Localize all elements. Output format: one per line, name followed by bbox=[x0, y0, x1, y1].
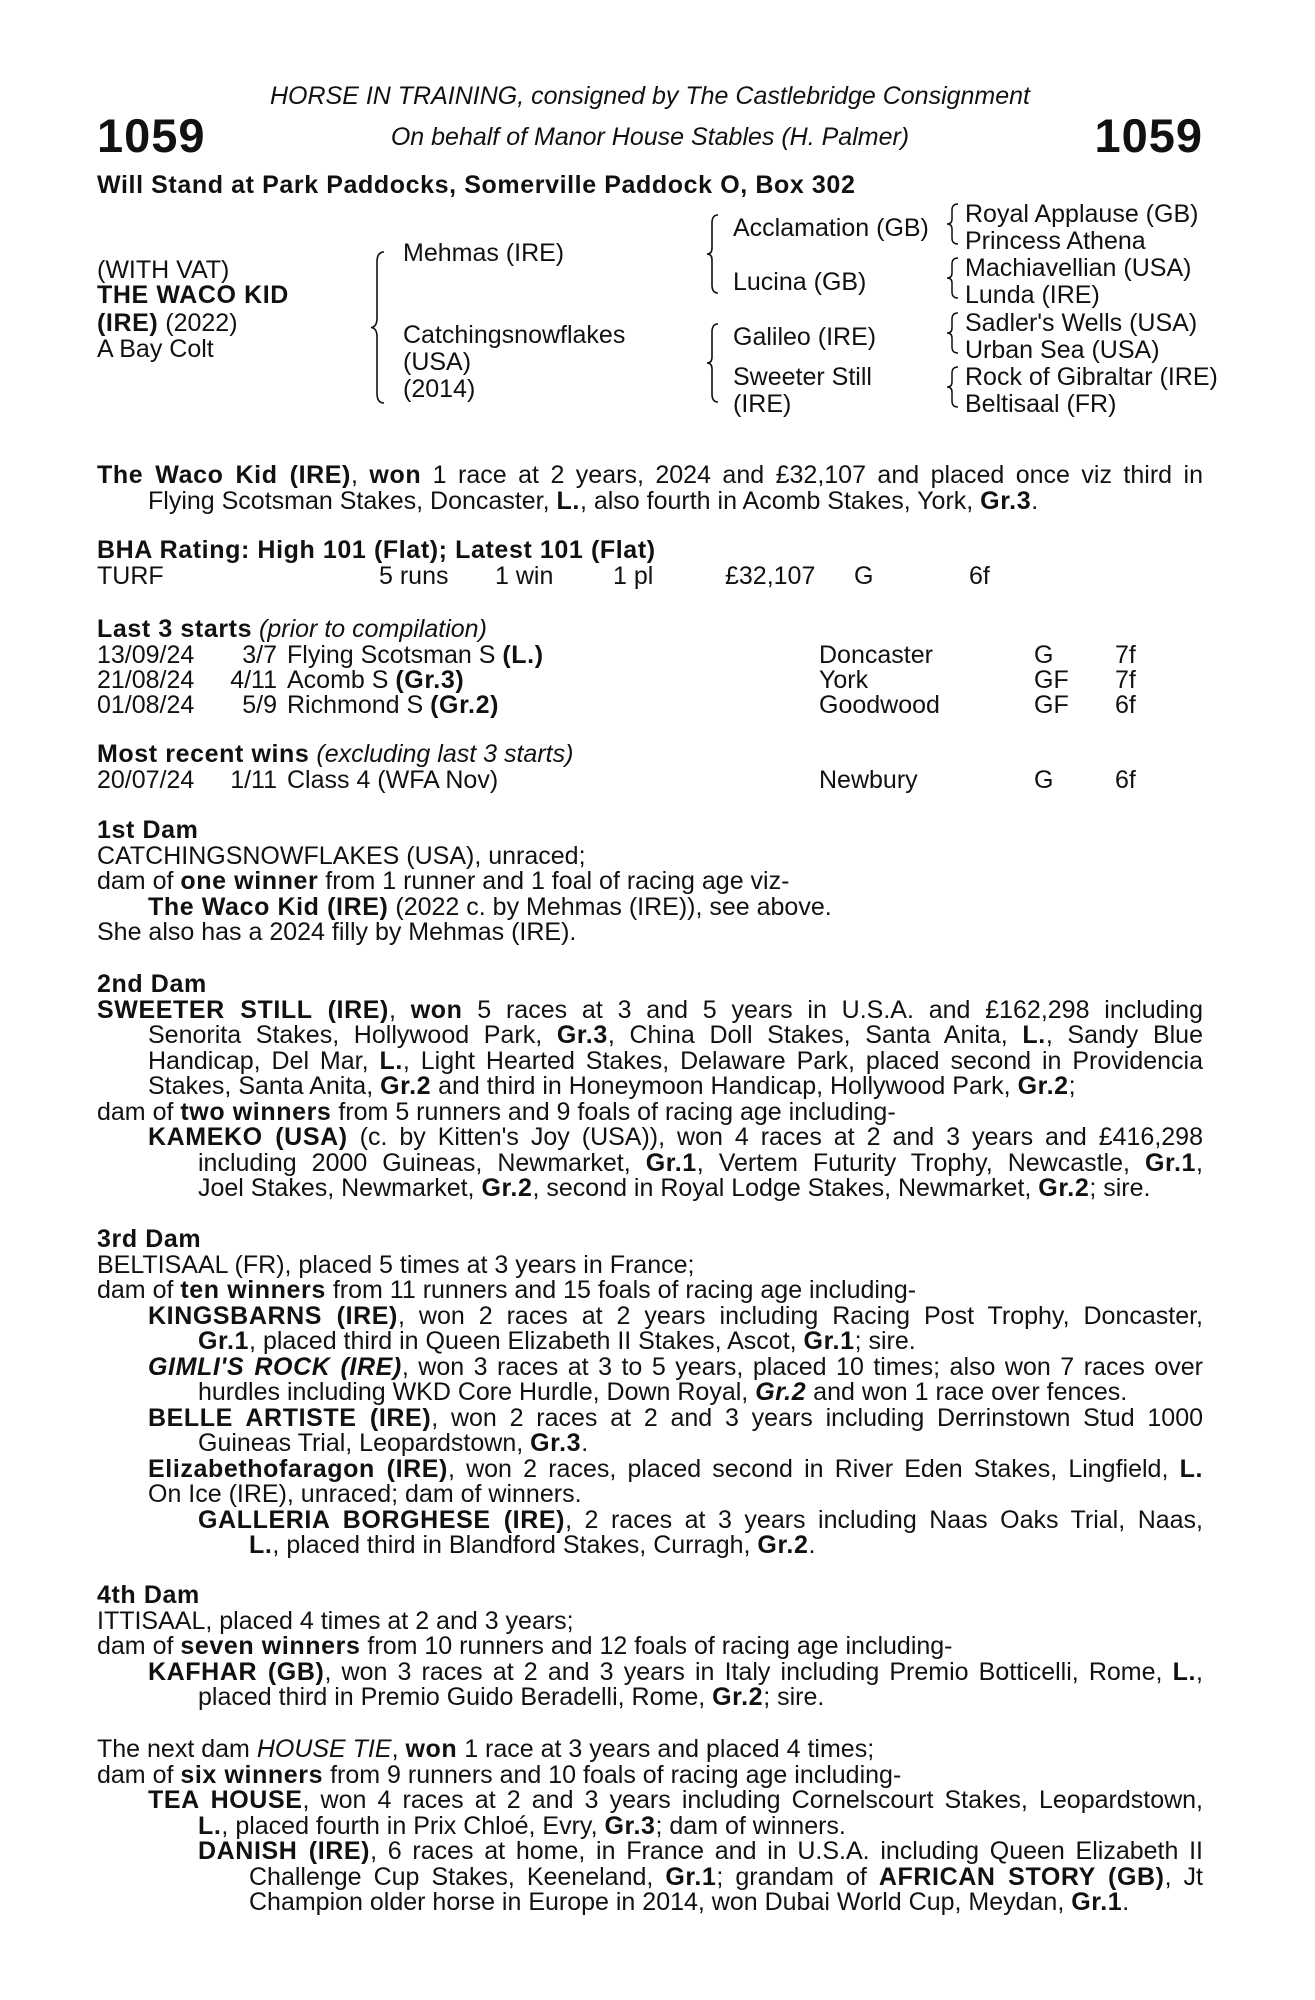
dam-name-l2: (USA) bbox=[403, 348, 472, 376]
gen3-brace-3 bbox=[946, 311, 960, 360]
lot-number-right: 1059 bbox=[1094, 109, 1203, 162]
second-dam-section: 2nd Dam SWEETER STILL (IRE), won 5 races at 3 and 5 years in U.S.A. and £162,298 including Senorita Stakes, Hollywood Park, Gr.3, China Doll Stakes, Santa Anita, L., Sandy Blue Handicap, Del Mar, L., Light Hearted Stakes, Delaware Park, placed second in Providencia Stakes, Santa Anita, Gr.2 and third in Honeymoon Handicap, Hollywood Park, Gr.2; dam of two winners from 5 runners and 9 foals of racing age including- KAMEKO (USA) (c. by Kitten's Joy (USA)), won 4 races at 2 and 3 years and £416,298 including 2000 Guineas, Newmarket, Gr.1, Vertem Futurity Trophy, Newcastle, Gr.1, Joel Stakes, Newmarket, Gr.2, second in Royal Lodge Stakes, Newmarket, Gr.2; sire. bbox=[97, 970, 1204, 1202]
dam-name-l1: Catchingsnowflakes bbox=[403, 321, 626, 349]
gen3-brace-4 bbox=[946, 365, 960, 414]
race-course: Goodwood bbox=[819, 691, 940, 719]
first-dam-heading: 1st Dam bbox=[97, 816, 199, 844]
horse-suffix: (IRE) bbox=[97, 309, 159, 337]
horse-name: THE WACO KID bbox=[97, 281, 289, 309]
gen3-sdd: Lunda (IRE) bbox=[965, 281, 1100, 309]
third-dam-section: 3rd Dam BELTISAAL (FR), placed 5 times at 3 years in France; dam of ten winners from 11 runners and 15 foals of racing age including- KINGSBARNS (IRE), won 2 races at 2 years including Racing Post Trophy, Doncaster, Gr.1, placed third in Queen Elizabeth II Stakes, Ascot, Gr.1; sire. GIMLI'S ROCK (IRE), won 3 races at 3 to 5 years, placed 10 times; also won 7 races over hurdles including WKD Core Hurdle, Down Royal, Gr.2 and won 1 race over fences. BELLE ARTISTE (IRE), won 2 races at 2 and 3 years including Derrinstown Stud 1000 Guineas Trial, Leopardstown, Gr.3. Elizabethofaragon (IRE), won 2 races, placed second in River Eden Stakes, Lingfield, L. On Ice (IRE), unraced; dam of winners. GALLERIA BORGHESE (IRE), 2 races at 3 years including Naas Oaks Trial, Naas, L., placed third in Blandford Stakes, Curragh, Gr.2. bbox=[97, 1225, 1203, 1559]
stand-location: Will Stand at Park Paddocks, Somerville Paddock O, Box 302 bbox=[97, 171, 856, 199]
last3-heading: Last 3 starts (prior to compilation) bbox=[97, 615, 487, 643]
race-date: 13/09/24 bbox=[97, 641, 195, 669]
turf-record: TURF 5 runs 1 win 1 pl £32,107 G 6f bbox=[97, 562, 990, 590]
fourth-dam-heading: 4th Dam bbox=[97, 1581, 200, 1609]
race-going: GF bbox=[1034, 666, 1069, 694]
dam-dam-l2: (IRE) bbox=[733, 390, 792, 418]
race-name: Class 4 (WFA Nov) bbox=[287, 766, 499, 794]
race-name-cell bbox=[287, 668, 464, 693]
race-summary: The Waco Kid (IRE), won 1 race at 2 years, 2024 and £32,107 and placed once viz third in Flying Scotsman Stakes, Doncaster, L., also fourth in Acomb Stakes, York, Gr.3. bbox=[97, 461, 1203, 515]
race-course: Doncaster bbox=[819, 641, 933, 669]
gen3-ddd: Beltisaal (FR) bbox=[965, 390, 1117, 418]
horse-year: (2022) bbox=[158, 309, 238, 337]
race-dist: 7f bbox=[1115, 666, 1136, 694]
race-going: GF bbox=[1034, 691, 1069, 719]
gen3-sds: Machiavellian (USA) bbox=[965, 254, 1192, 282]
race-date: 21/08/24 bbox=[97, 666, 195, 694]
race-row bbox=[97, 668, 1197, 693]
race-date: 01/08/24 bbox=[97, 691, 195, 719]
dam-name-l3: (2014) bbox=[403, 375, 476, 403]
race-going: G bbox=[1034, 766, 1054, 794]
pedigree-brace bbox=[370, 250, 386, 410]
sire-dam: Lucina (GB) bbox=[733, 268, 867, 296]
race-date: 20/07/24 bbox=[97, 766, 195, 794]
race-pos: 5/9 bbox=[242, 691, 277, 719]
gen3-sss: Royal Applause (GB) bbox=[965, 200, 1199, 228]
dam-dam-l1: Sweeter Still bbox=[733, 363, 872, 391]
race-name: Richmond S bbox=[287, 691, 431, 719]
race-name: Flying Scotsman S bbox=[287, 641, 503, 669]
race-name-cell bbox=[287, 643, 544, 668]
gen3-brace-1 bbox=[946, 202, 960, 251]
agent-line: On behalf of Manor House Stables (H. Palmer) bbox=[390, 123, 910, 151]
horse-description: A Bay Colt bbox=[97, 335, 214, 363]
race-dist: 6f bbox=[1115, 691, 1136, 719]
sire-brace bbox=[706, 213, 720, 300]
gen3-brace-2 bbox=[946, 256, 960, 305]
dam-brace bbox=[706, 322, 720, 409]
sire-sire: Acclamation (GB) bbox=[733, 214, 929, 242]
fourth-dam-section: 4th Dam ITTISAAL, placed 4 times at 2 and 3 years; dam of seven winners from 10 runners and 12 foals of racing age including- KAFHAR (GB), won 3 races at 2 and 3 years in Italy including Premio Botticelli, Rome, L., placed third in Premio Guido Beradelli, Rome, Gr.2; sire. bbox=[97, 1581, 1203, 1711]
race-grade: (L.) bbox=[502, 641, 544, 669]
next-dam-section: The next dam HOUSE TIE, won 1 race at 3 years and placed 4 times; dam of six winners from 9 runners and 10 foals of racing age including- TEA HOUSE, won 4 races at 2 and 3 years including Cornelscourt Stakes, Leopardstown, L., placed fourth in Prix Chloé, Evry, Gr.3; dam of winners. DANISH (IRE), 6 races at home, in France and in U.S.A. including Queen Elizabeth II Challenge Cup Stakes, Keeneland, Gr.1; grandam of AFRICAN STORY (GB), Jt Champion older horse in Europe in 2014, won Dubai World Cup, Meydan, Gr.1. bbox=[97, 1735, 1204, 1916]
race-name-cell bbox=[287, 768, 498, 793]
recent-wins-heading: Most recent wins (excluding last 3 starts) bbox=[97, 740, 574, 768]
consignor-line: HORSE IN TRAINING, consigned by The Castlebridge Consignment bbox=[269, 82, 1031, 110]
third-dam-heading: 3rd Dam bbox=[97, 1225, 202, 1253]
lot-number-left: 1059 bbox=[97, 109, 206, 162]
race-going: G bbox=[1034, 641, 1054, 669]
first-dam-section: 1st Dam CATCHINGSNOWFLAKES (USA), unraced; dam of one winner from 1 runner and 1 foal of racing age viz- The Waco Kid (IRE) (2022 c. by Mehmas (IRE)), see above. She also has a 2024 filly by Mehmas (IRE). bbox=[97, 818, 1203, 946]
dam-sire: Galileo (IRE) bbox=[733, 323, 877, 351]
race-course: Newbury bbox=[819, 766, 918, 794]
race-dist: 7f bbox=[1115, 641, 1136, 669]
race-grade: (Gr.2) bbox=[430, 691, 500, 719]
race-row bbox=[97, 768, 1197, 793]
race-pos: 1/11 bbox=[230, 766, 277, 794]
sire-name: Mehmas (IRE) bbox=[403, 239, 565, 267]
race-pos: 4/11 bbox=[230, 666, 277, 694]
bha-rating: BHA Rating: High 101 (Flat); Latest 101 (Flat) bbox=[97, 536, 656, 564]
gen3-dds: Rock of Gibraltar (IRE) bbox=[965, 363, 1218, 391]
race-dist: 6f bbox=[1115, 766, 1136, 794]
race-grade: (Gr.3) bbox=[395, 666, 465, 694]
race-course: York bbox=[819, 666, 869, 694]
race-name: Acomb S bbox=[287, 666, 396, 694]
second-dam-heading: 2nd Dam bbox=[97, 970, 207, 998]
vat-note: (WITH VAT) bbox=[97, 256, 230, 284]
gen3-dsd: Urban Sea (USA) bbox=[965, 336, 1160, 364]
race-row bbox=[97, 693, 1197, 718]
gen3-dss: Sadler's Wells (USA) bbox=[965, 309, 1198, 337]
race-name-cell bbox=[287, 693, 499, 718]
gen3-ssd: Princess Athena bbox=[965, 227, 1146, 255]
race-pos: 3/7 bbox=[242, 641, 277, 669]
race-row bbox=[97, 643, 1197, 668]
